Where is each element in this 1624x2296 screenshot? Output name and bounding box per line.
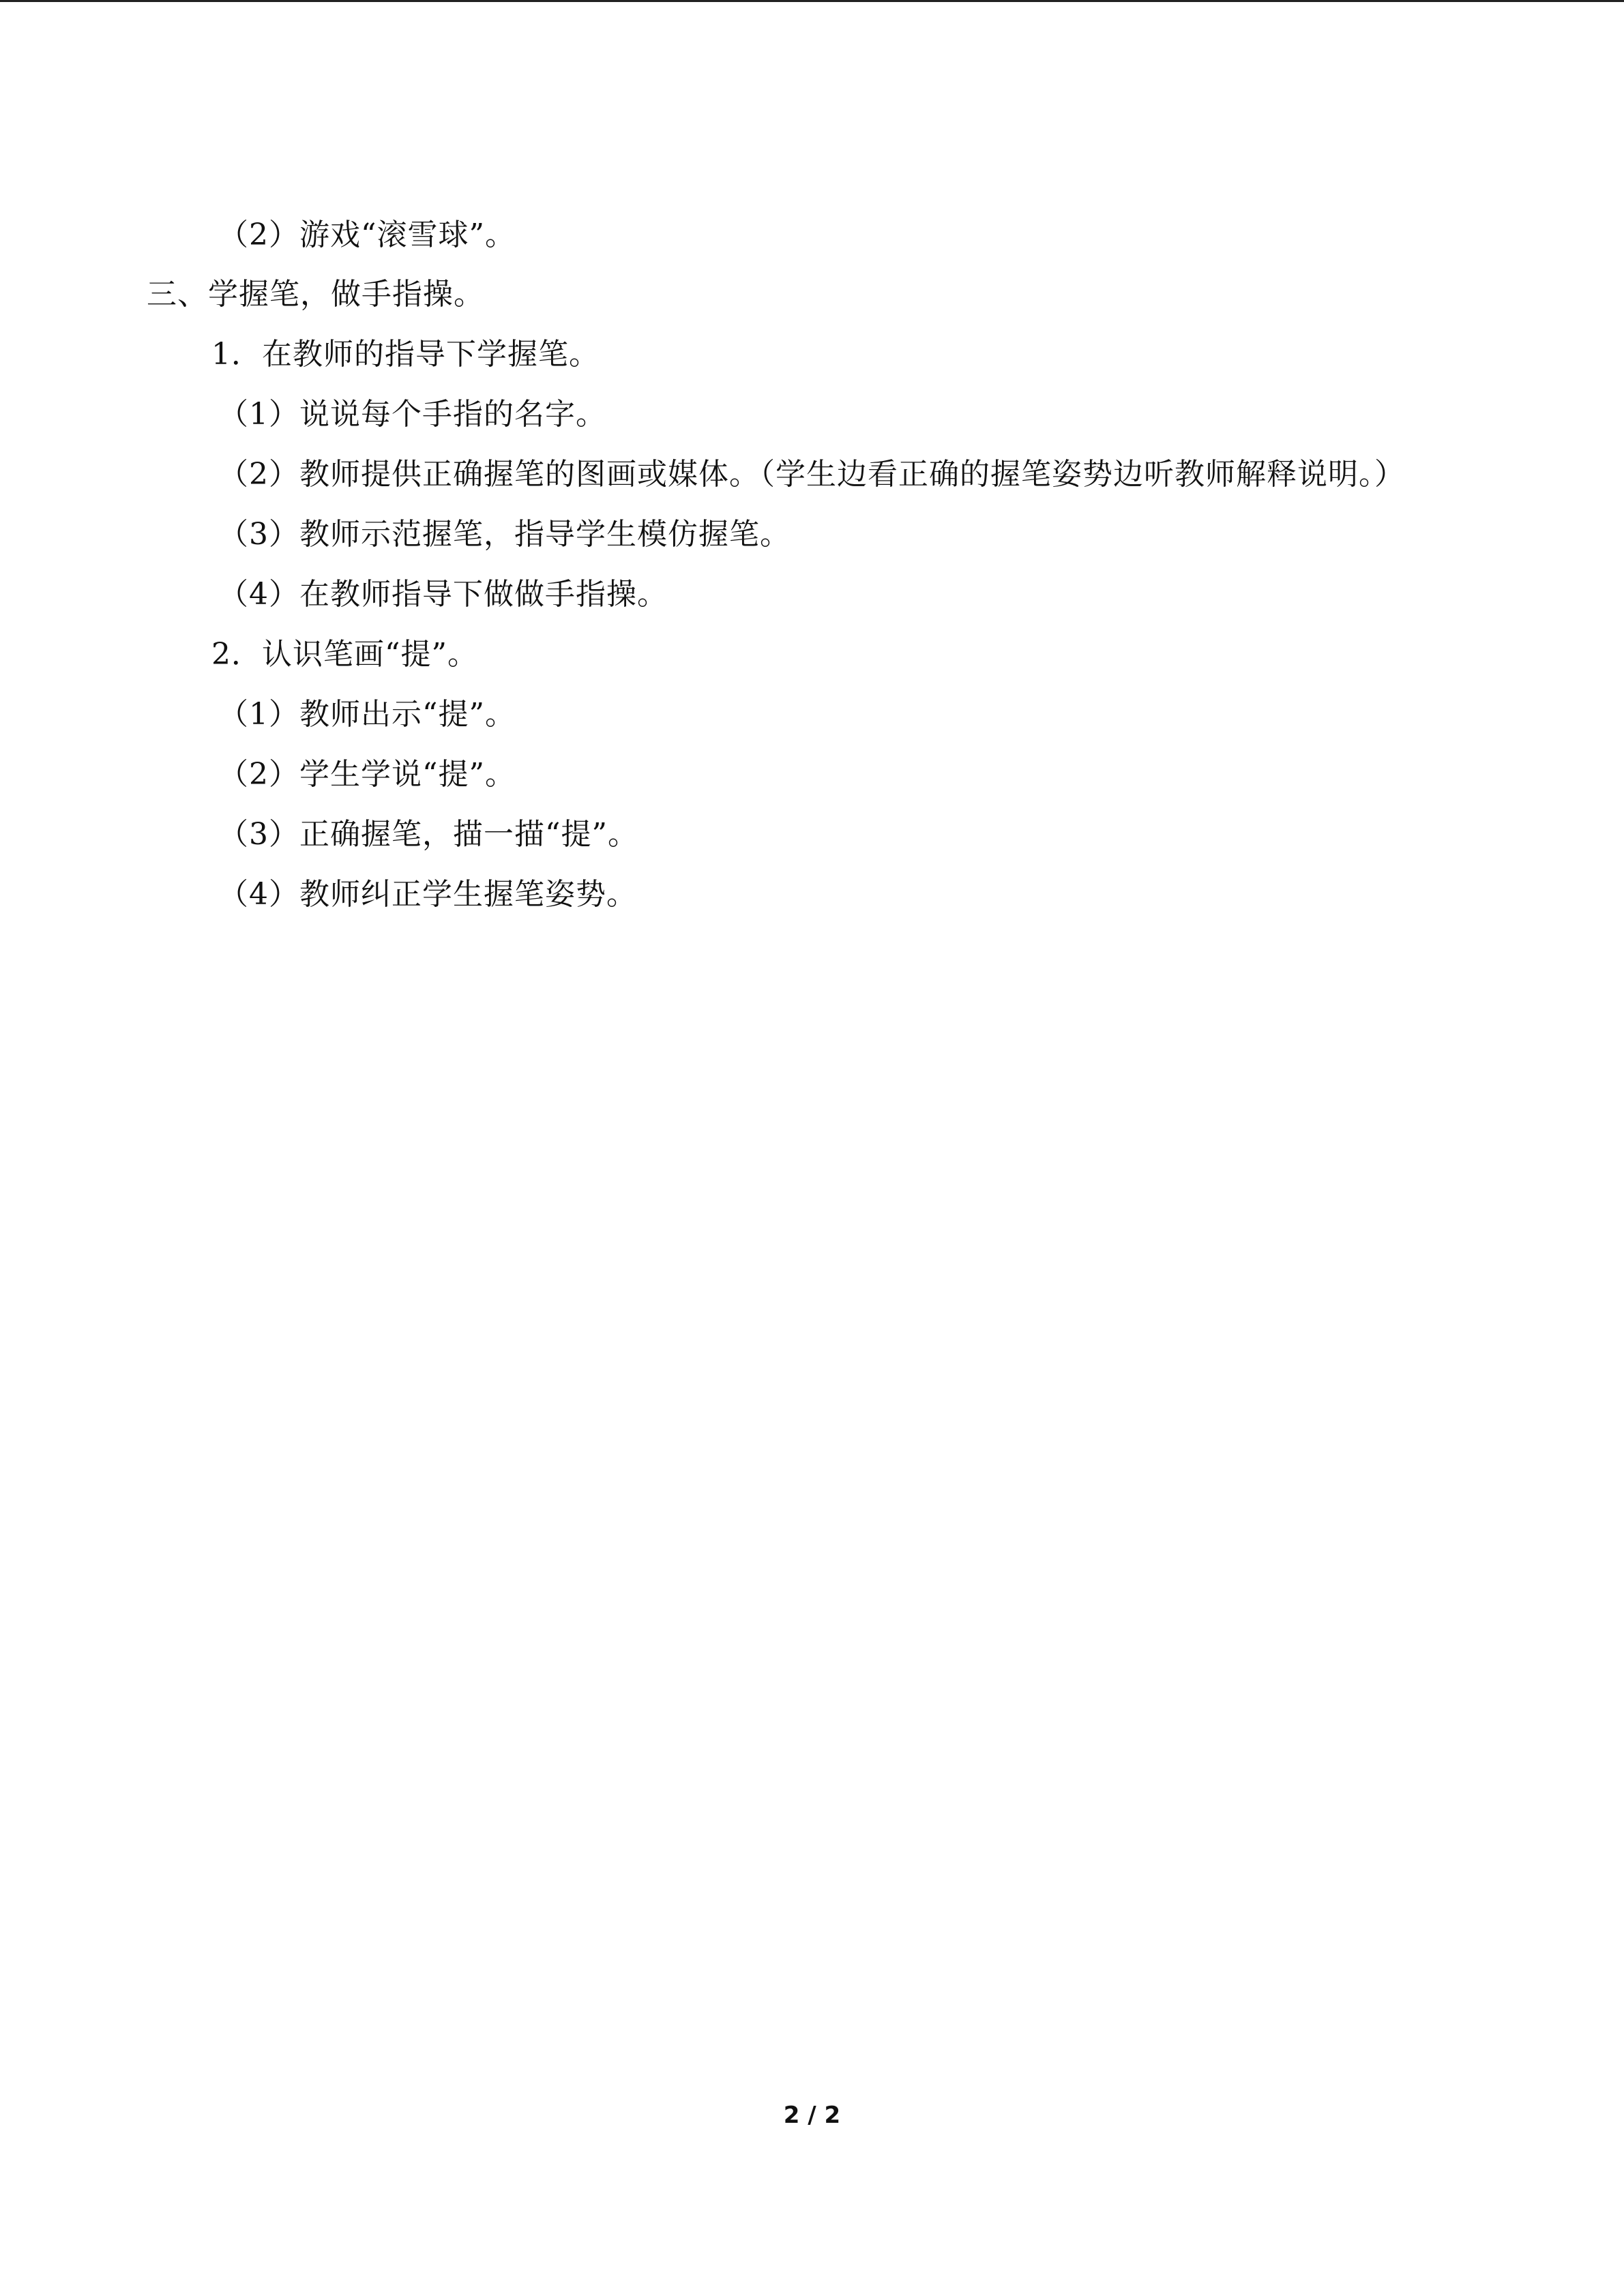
text-line-game: （2）游戏“滚雪球”。 <box>218 218 516 252</box>
text-line-trace-ti: （3）正确握笔，描一描“提”。 <box>218 817 638 852</box>
page-number: 2 / 2 <box>783 2102 841 2129</box>
text-line-show-ti: （1）教师出示“提”。 <box>218 697 516 732</box>
text-line-say-ti: （2）学生学说“提”。 <box>218 757 516 792</box>
text-line-media: （2）教师提供正确握笔的图画或媒体。（学生边看正确的握笔姿势边听教师解释说明。） <box>218 457 1405 492</box>
text-line-correct-posture: （4）教师纠正学生握笔姿势。 <box>218 877 637 912</box>
section-heading-three: 三、学握笔，做手指操。 <box>147 277 484 312</box>
text-line-finger-names: （1）说说每个手指的名字。 <box>218 397 606 432</box>
text-line-finger-exercise: （4）在教师指导下做做手指操。 <box>218 577 668 612</box>
subheading-stroke-ti: 2．认识笔画“提”。 <box>211 637 478 672</box>
subheading-learn-grip: 1．在教师的指导下学握笔。 <box>211 337 600 372</box>
text-line-demonstrate: （3）教师示范握笔，指导学生模仿握笔。 <box>218 517 791 552</box>
